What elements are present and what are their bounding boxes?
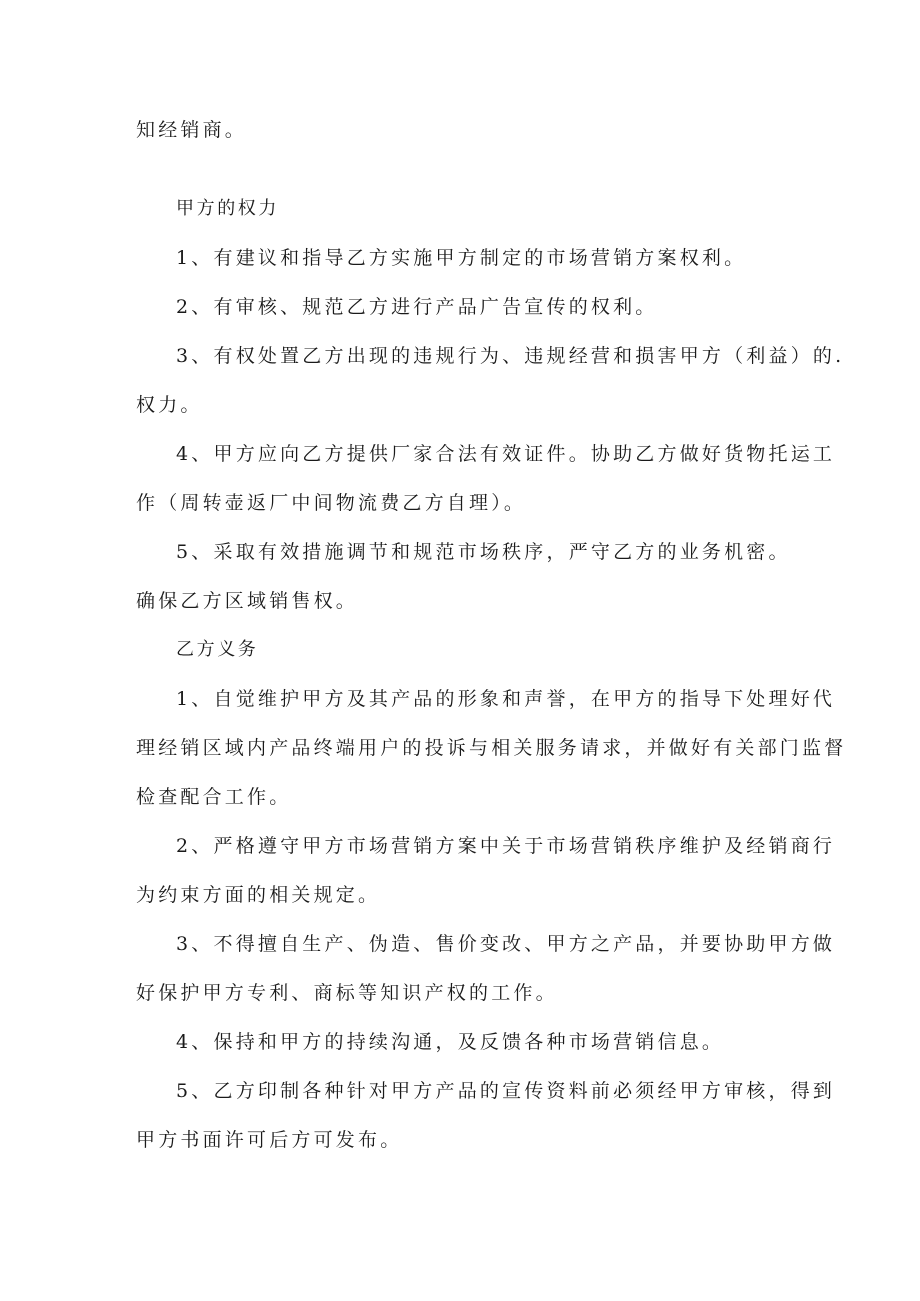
text-line: 5、乙方印制各种针对甲方产品的宣传资料前必须经甲方审核，得到 bbox=[176, 1080, 836, 1102]
text-line: 好保护甲方专利、商标等知识产权的工作。 bbox=[136, 982, 558, 1004]
text-line: 检查配合工作。 bbox=[136, 786, 292, 808]
text-line: 作（周转壶返厂中间物流费乙方自理）。 bbox=[136, 492, 527, 514]
text-line: 4、保持和甲方的持续沟通，及反馈各种市场营销信息。 bbox=[176, 1031, 725, 1053]
text-line: 3、不得擅自生产、伪造、售价变改、甲方之产品，并要协助甲方做 bbox=[176, 933, 836, 955]
text-line: 3、有权处置乙方出现的违规行为、违规经营和损害甲方（利益）的. bbox=[176, 345, 845, 367]
text-line: 甲方书面许可后方可发布。 bbox=[136, 1129, 403, 1151]
text-line: 5、采取有效措施调节和规范市场秩序，严守乙方的业务机密。 bbox=[176, 541, 791, 563]
text-line: 2、有审核、规范乙方进行产品广告宣传的权利。 bbox=[176, 296, 658, 318]
text-line: 确保乙方区域销售权。 bbox=[136, 590, 359, 612]
text-line: 4、甲方应向乙方提供厂家合法有效证件。协助乙方做好货物托运工 bbox=[176, 443, 836, 465]
text-line: 理经销区域内产品终端用户的投诉与相关服务请求，并做好有关部门监督 bbox=[136, 737, 847, 759]
text-line: 2、严格遵守甲方市场营销方案中关于市场营销秩序维护及经销商行 bbox=[176, 835, 836, 857]
text-line: 权力。 bbox=[136, 394, 203, 416]
text-line: 1、有建议和指导乙方实施甲方制定的市场营销方案权利。 bbox=[176, 247, 747, 269]
text-line: 知经销商。 bbox=[136, 119, 248, 141]
section-heading-party-a-rights: 甲方的权力 bbox=[176, 198, 279, 219]
text-line: 为约束方面的相关规定。 bbox=[136, 884, 381, 906]
text-line: 1、自觉维护甲方及其产品的形象和声誉，在甲方的指导下处理好代 bbox=[176, 688, 836, 710]
section-heading-party-b-obligations: 乙方义务 bbox=[176, 639, 259, 660]
